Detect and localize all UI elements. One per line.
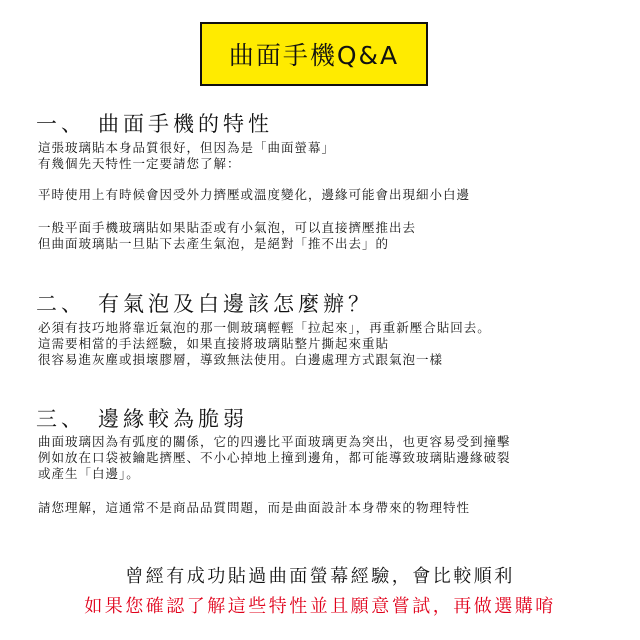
section-2-number: 二、 [36, 292, 86, 316]
section-1-paragraph-1 [38, 140, 335, 172]
footer-note: 曾經有成功貼過曲面螢幕經驗，會比較順利 [125, 566, 515, 587]
section-3-paragraph-2 [38, 500, 470, 516]
section-1-title: 曲面手機的特性 [98, 112, 273, 136]
section-3-title: 邊緣較為脆弱 [98, 407, 248, 431]
section-2-title: 有氣泡及白邊該怎麼辦？ [98, 292, 373, 316]
footer-warning: 如果您確認了解這些特性並且願意嘗試，再做選購唷 [84, 596, 556, 617]
text-line: 平時使用上有時候會因受外力擠壓或溫度變化，邊緣可能會出現細小白邊 [38, 187, 471, 202]
text-line: 這張玻璃貼本身品質很好，但因為是「曲面螢幕」 [38, 140, 336, 155]
text-line: 或產生「白邊」。 [38, 466, 140, 481]
text-line: 例如放在口袋被鑰匙擠壓、不小心掉地上撞到邊角，都可能導致玻璃貼邊緣破裂 [38, 450, 511, 465]
text-line: 有幾個先天特性一定要請您了解： [38, 156, 241, 171]
section-1-paragraph-2 [38, 187, 470, 203]
section-3-paragraph-1 [38, 434, 511, 482]
section-3-heading [36, 403, 248, 433]
section-1-number: 一、 [36, 112, 86, 136]
section-1-heading [36, 108, 273, 138]
section-1-paragraph-3 [38, 220, 416, 252]
section-3-number: 三、 [36, 407, 86, 431]
text-line: 一般平面手機玻璃貼如果貼歪或有小氣泡，可以直接擠壓推出去 [38, 220, 417, 235]
text-line: 請您理解，這通常不是商品品質問題，而是曲面設計本身帶來的物理特性 [38, 500, 471, 515]
section-2-paragraph-1 [38, 320, 491, 368]
section-2-heading [36, 288, 373, 318]
text-line: 但曲面玻璃貼一旦貼下去產生氣泡，是絕對「推不出去」的 [38, 236, 390, 251]
text-line: 很容易進灰塵或損壞膠層，導致無法使用。白邊處理方式跟氣泡一樣 [38, 352, 444, 367]
text-line: 這需要相當的手法經驗，如果直接將玻璃貼整片撕起來重貼 [38, 336, 390, 351]
page-title: 曲面手機Q&A [200, 22, 428, 86]
text-line: 曲面玻璃因為有弧度的關係，它的四邊比平面玻璃更為突出，也更容易受到撞擊 [38, 434, 511, 449]
text-line: 必須有技巧地將靠近氣泡的那一側玻璃輕輕「拉起來」，再重新壓合貼回去。 [38, 320, 491, 335]
